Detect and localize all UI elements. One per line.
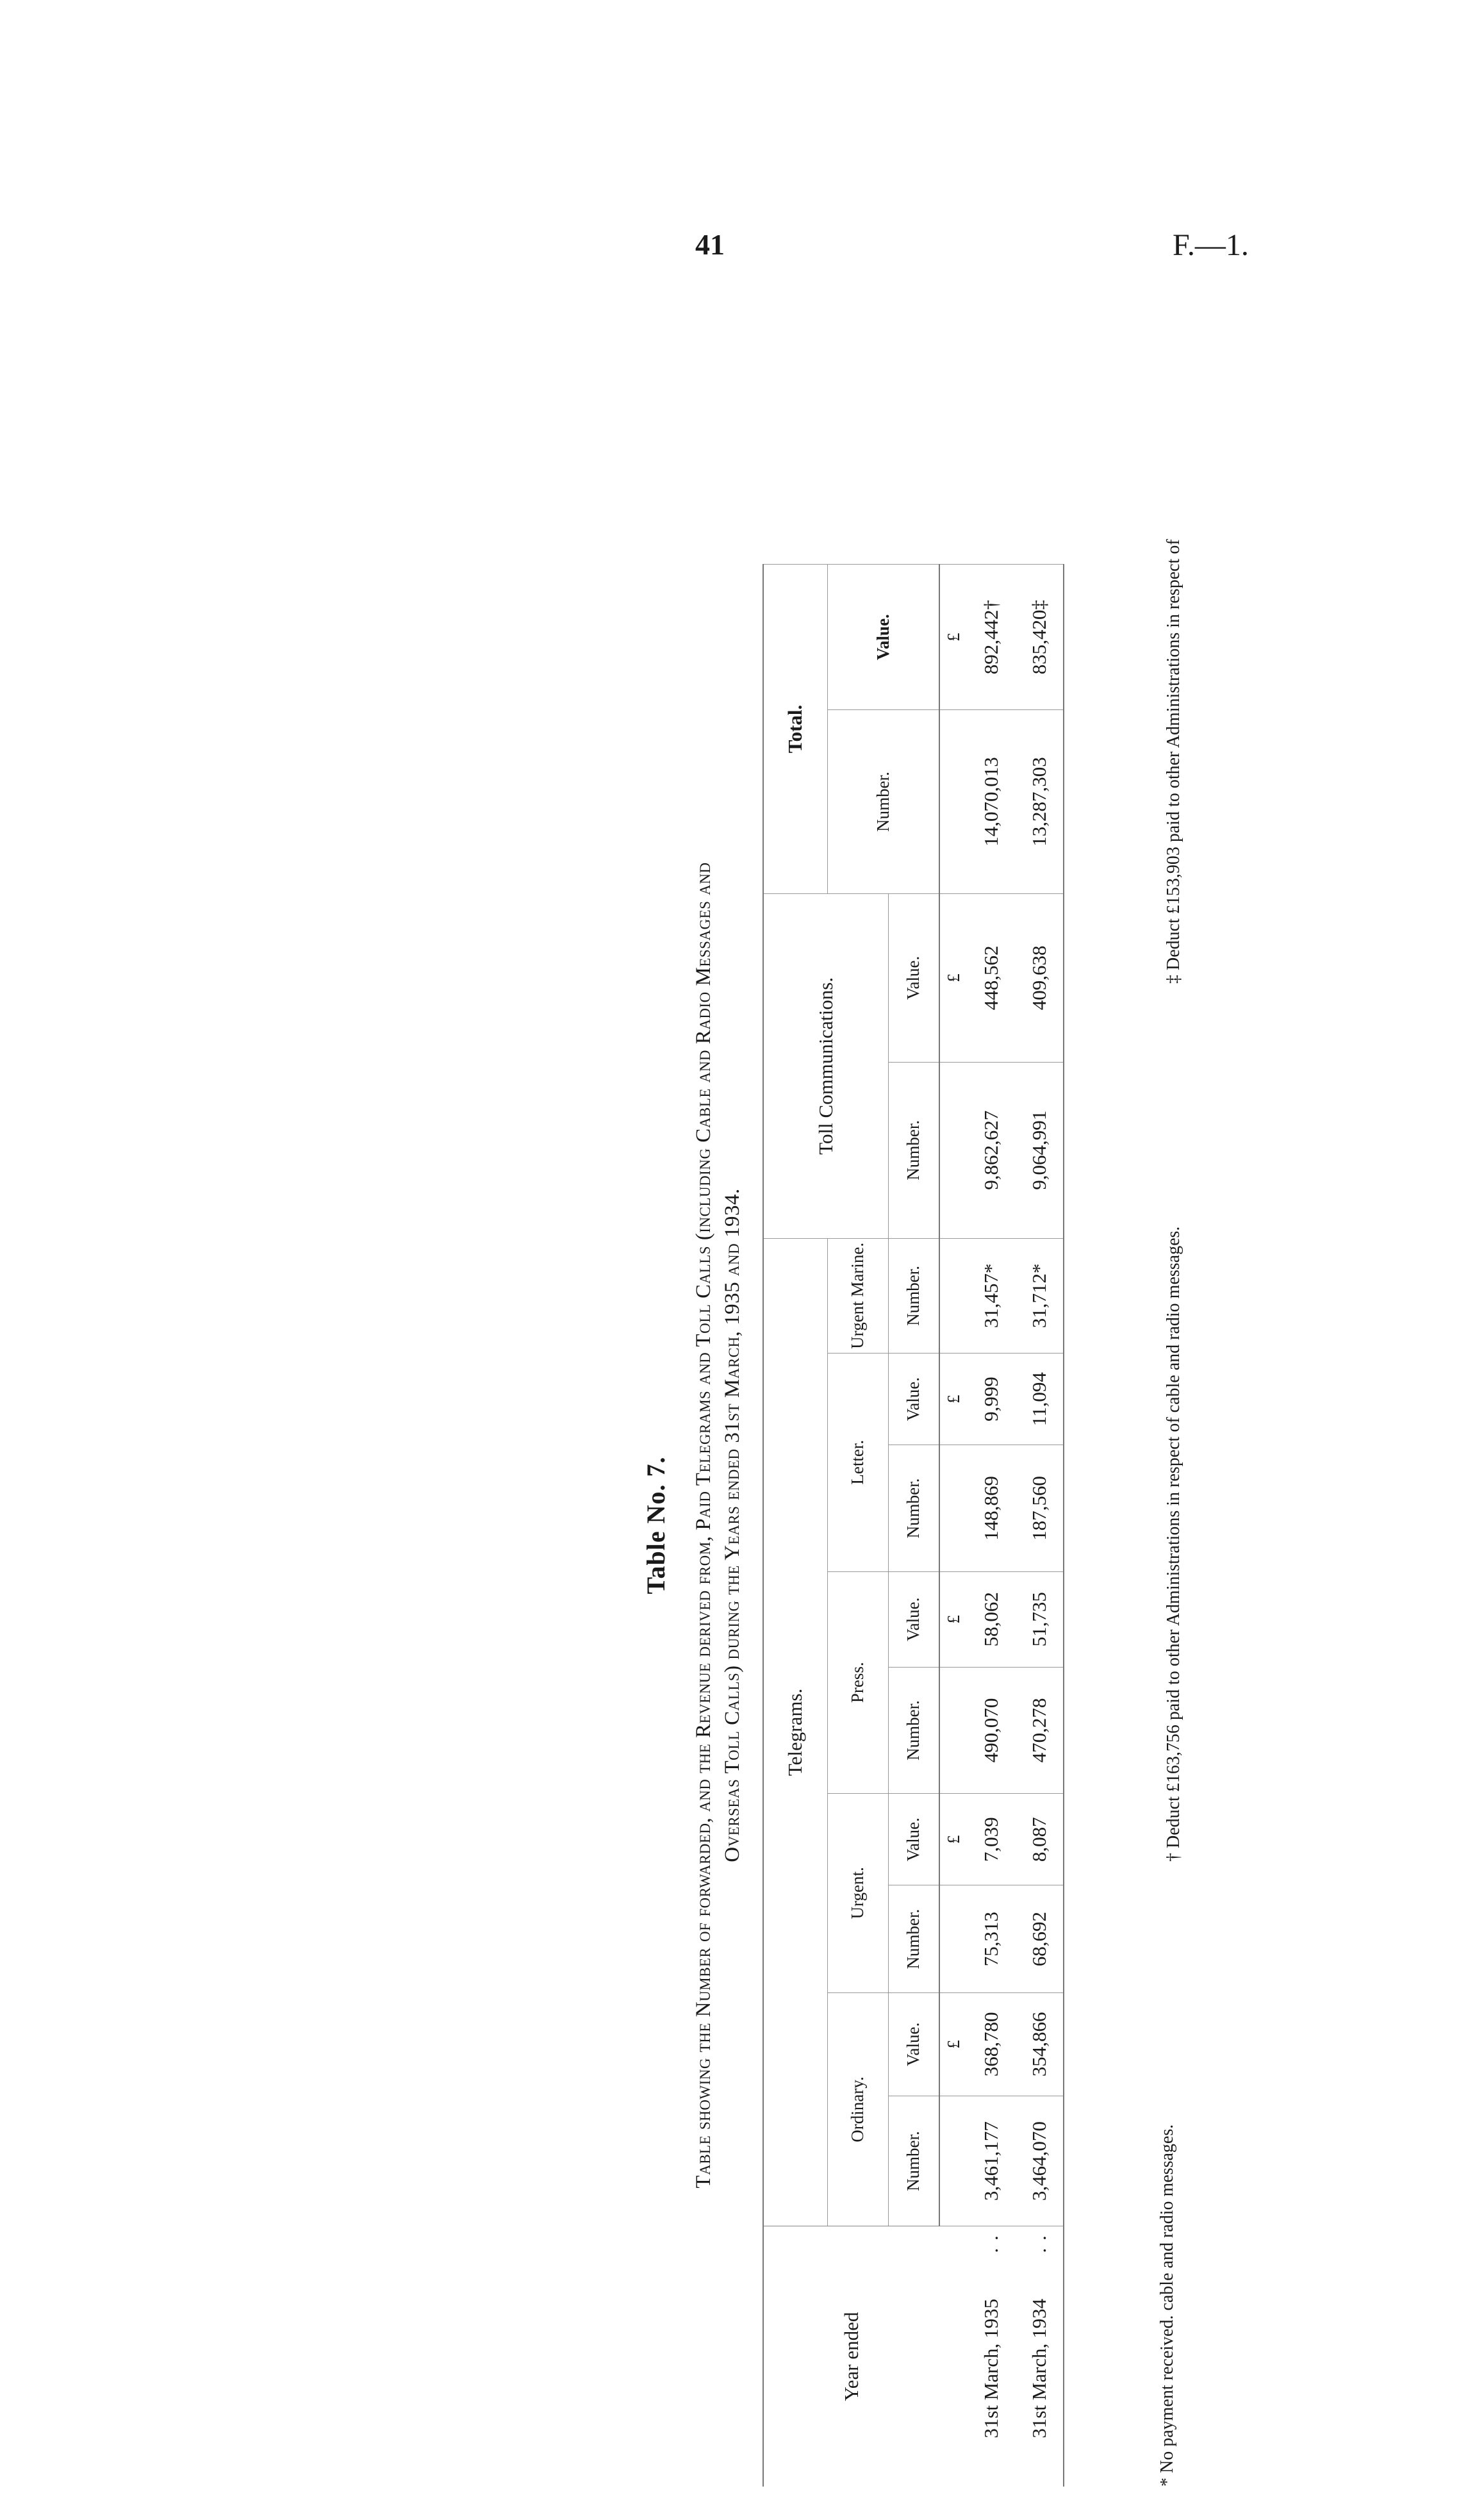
ordinary-value-header: Value.	[888, 1992, 939, 2096]
letter-number-header: Number.	[888, 1445, 939, 1571]
urgent-marine-header: Urgent Marine.	[827, 1238, 888, 1353]
urgent-marine-number-cell: 31,712*	[1015, 1238, 1064, 1353]
total-number-cell: 14,070,013	[967, 710, 1015, 894]
press-value-header: Value.	[888, 1571, 939, 1667]
ordinary-value-cell: 354,866	[1015, 1992, 1064, 2096]
rotated-table-block	[641, 539, 1183, 2509]
ordinary-number-cell: 3,461,177	[967, 2096, 1015, 2226]
currency-symbol: £	[939, 893, 967, 1062]
year-cell: 31st March, 1934	[1027, 2298, 1050, 2439]
total-number-header: Number.	[827, 710, 939, 894]
currency-symbol: £	[939, 1571, 967, 1667]
urgent-number-header: Number.	[888, 1885, 939, 1992]
toll-value-cell: 448,562	[967, 893, 1015, 1062]
ordinary-header: Ordinary.	[827, 1992, 888, 2226]
letter-number-cell: 148,869	[967, 1445, 1015, 1571]
page-number: 41	[695, 228, 725, 261]
table-row	[967, 565, 1015, 2487]
urgent-number-cell: 75,313	[967, 1885, 1015, 1992]
ordinary-number-cell: 3,464,070	[1015, 2096, 1064, 2226]
leader-dots: . .	[979, 2234, 1002, 2253]
year-ended-header: Year ended	[763, 2226, 939, 2487]
toll-number-cell: 9,862,627	[967, 1062, 1015, 1238]
press-number-header: Number.	[888, 1667, 939, 1793]
press-value-cell: 58,062	[967, 1571, 1015, 1667]
currency-symbol: £	[939, 1353, 967, 1445]
total-header: Total.	[763, 565, 827, 894]
year-cell: 31st March, 1935	[979, 2298, 1002, 2439]
toll-value-header: Value.	[888, 893, 939, 1062]
ordinary-value-cell: 368,780	[967, 1992, 1015, 2096]
toll-number-cell: 9,064,991	[1015, 1062, 1064, 1238]
letter-header: Letter.	[827, 1353, 888, 1571]
footnote-double-dagger: ‡ Deduct £153,903 paid to other Administrations in respect of	[1164, 539, 1183, 984]
urgent-header: Urgent.	[827, 1794, 888, 1993]
leader-dots: . .	[1027, 2234, 1050, 2253]
page-code: F.—1.	[1173, 228, 1249, 262]
press-value-cell: 51,735	[1015, 1571, 1064, 1667]
currency-symbol: £	[939, 1992, 967, 2096]
urgent-value-cell: 8,087	[1015, 1794, 1064, 1885]
currency-symbol: £	[939, 565, 967, 710]
table-heading-line-1: Table showing the Number of forwarded, and the Revenue derived from, Paid Telegrams and Toll Calls (including Cable and Radio Messages and	[692, 862, 715, 2189]
ordinary-number-header: Number.	[888, 2096, 939, 2226]
footnote-no-payment: * No payment received. cable and radio messages.	[1157, 2124, 1177, 2487]
table-row	[1015, 565, 1064, 2487]
total-value-cell: 835,420‡	[1015, 565, 1064, 710]
press-header: Press.	[827, 1571, 888, 1794]
toll-value-cell: 409,638	[1015, 893, 1064, 1062]
footnote-dagger: † Deduct £163,756 paid to other Administrations in respect of cable and radio messages.	[1164, 1226, 1183, 1862]
total-number-cell: 13,287,303	[1015, 710, 1064, 894]
currency-row	[939, 565, 967, 2487]
press-number-cell: 470,278	[1015, 1667, 1064, 1793]
letter-value-cell: 9,999	[967, 1353, 1015, 1445]
letter-value-cell: 11,094	[1015, 1353, 1064, 1445]
urgent-value-cell: 7,039	[967, 1794, 1015, 1885]
letter-number-cell: 187,560	[1015, 1445, 1064, 1571]
table-heading-line-2: Overseas Toll Calls) during the Years ended 31st March, 1935 and 1934.	[721, 1188, 744, 1862]
press-number-cell: 490,070	[967, 1667, 1015, 1793]
table-title: Table No. 7.	[641, 1456, 670, 1594]
urgent-value-header: Value.	[888, 1794, 939, 1885]
toll-number-header: Number.	[888, 1062, 939, 1238]
telegrams-header: Telegrams.	[763, 1238, 827, 2226]
revenue-table	[763, 564, 1064, 2487]
toll-communications-header: Toll Communications.	[763, 893, 888, 1238]
urgent-number-cell: 68,692	[1015, 1885, 1064, 1992]
urgent-marine-number-cell: 31,457*	[967, 1238, 1015, 1353]
total-value-cell: 892,442†	[967, 565, 1015, 710]
urgent-marine-number-header: Number.	[888, 1238, 939, 1353]
letter-value-header: Value.	[888, 1353, 939, 1445]
total-value-header: Value.	[827, 565, 939, 710]
currency-symbol: £	[939, 1794, 967, 1885]
